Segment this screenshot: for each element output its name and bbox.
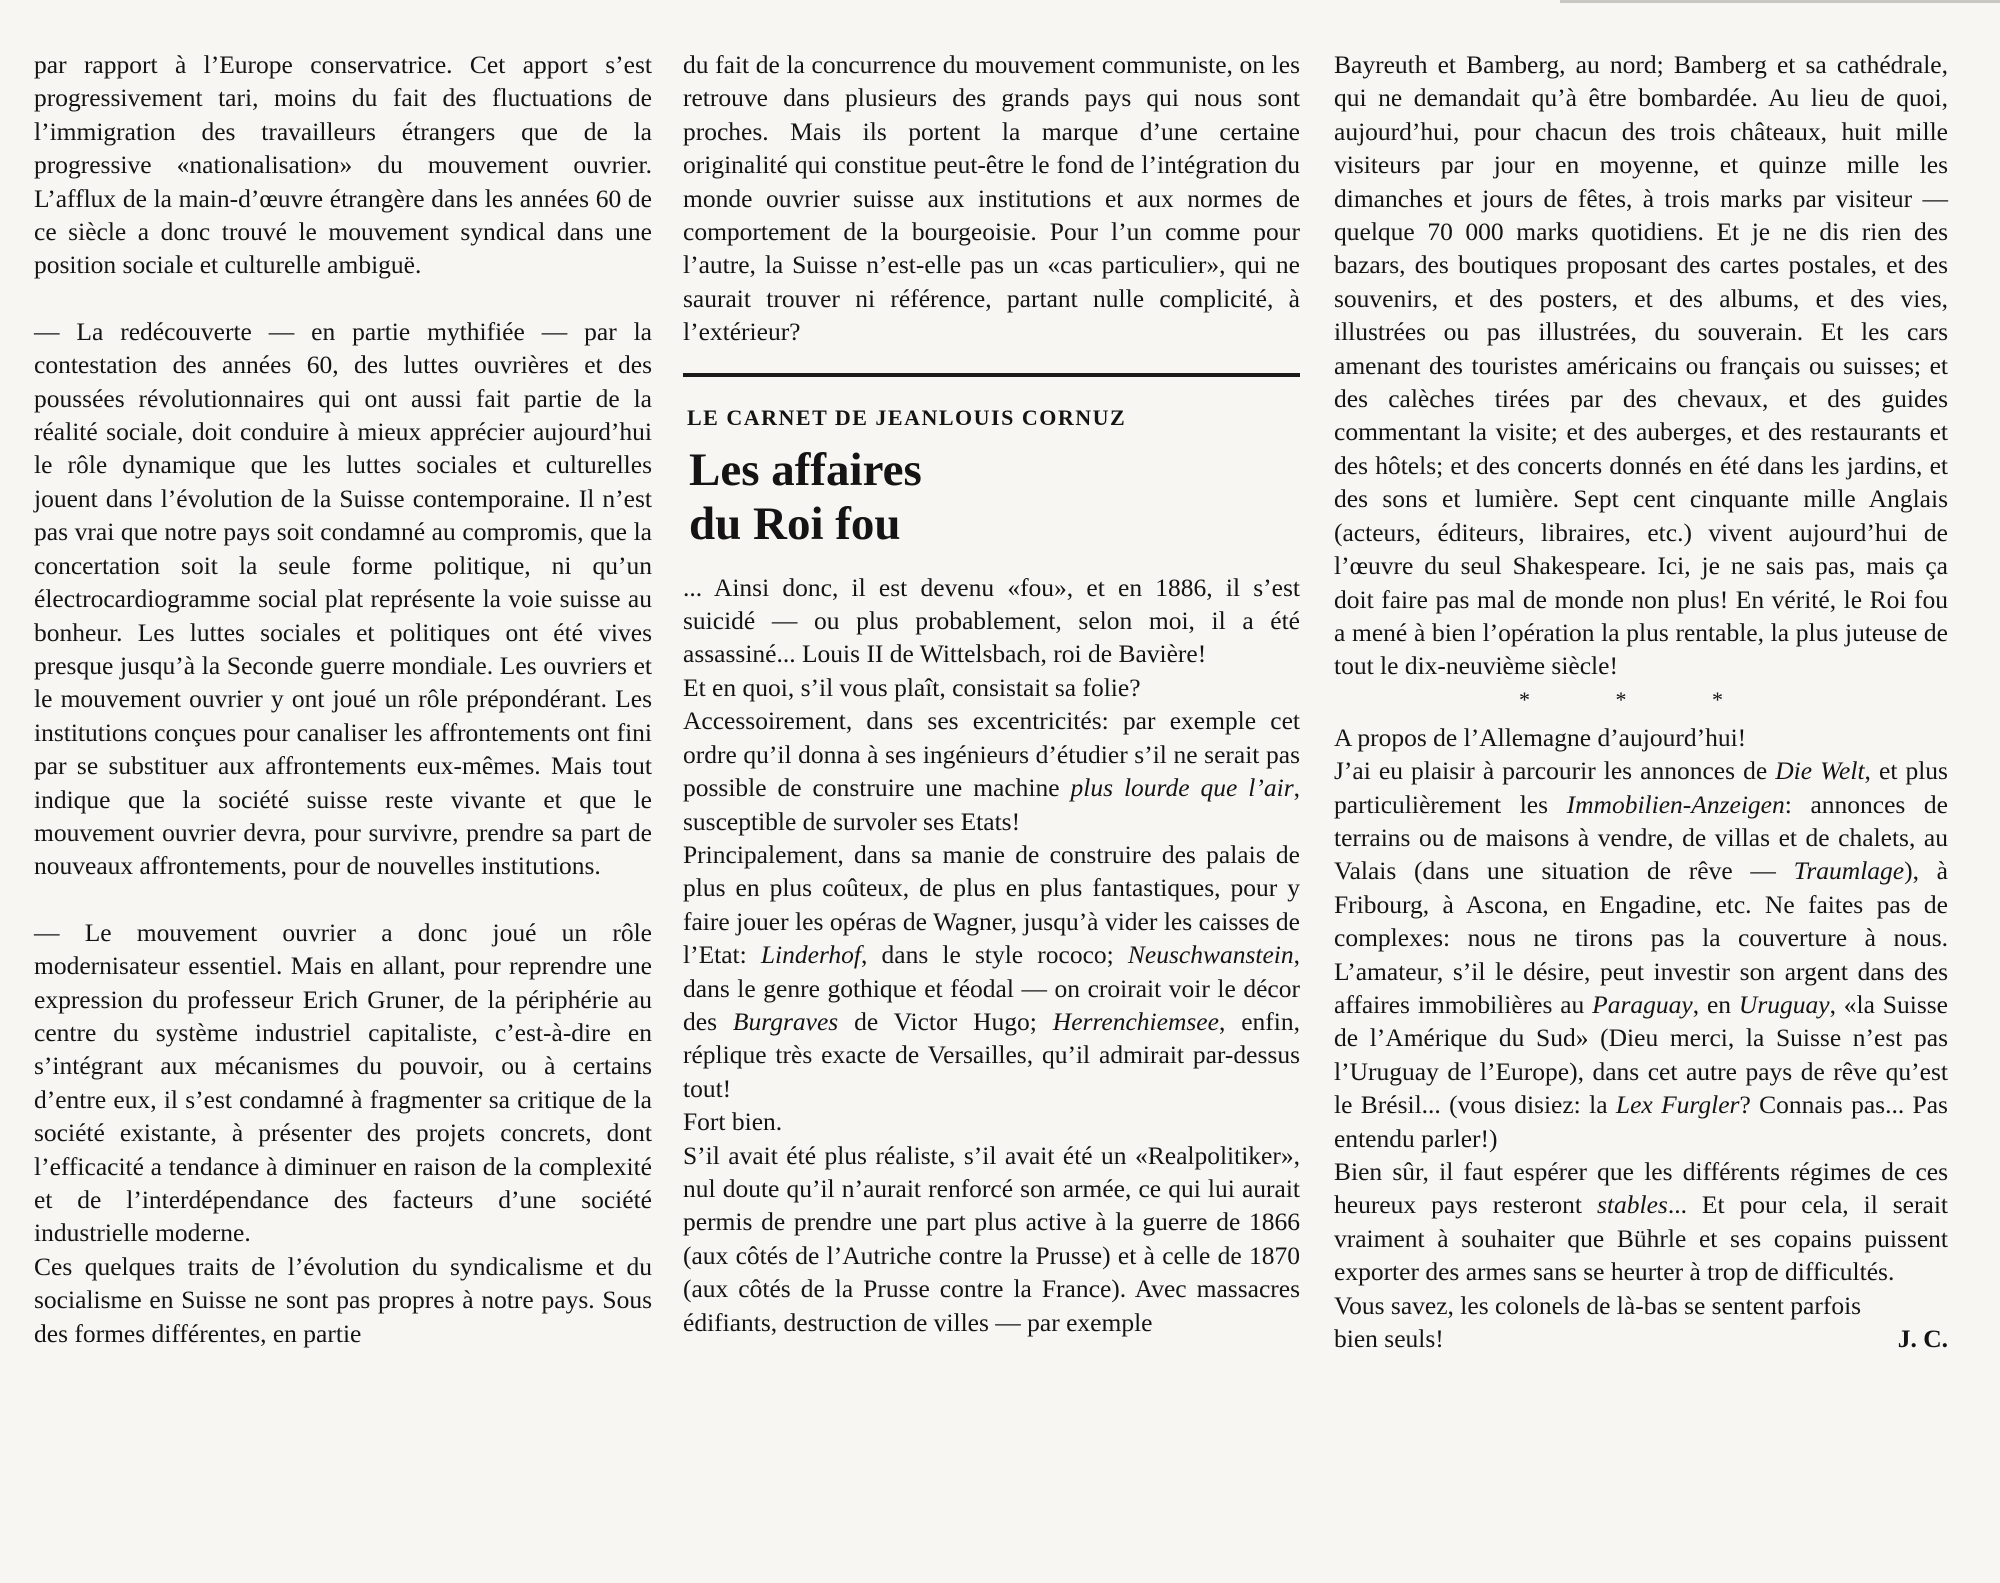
right-paragraph-6: bien seuls! — [1334, 1324, 1444, 1354]
right-paragraph-2: A propos de l’Allemagne d’aujourd’hui! — [1334, 722, 1747, 752]
text-run: Bien sûr, il faut espérer que les différents régimes de ces heureux pays resteront — [1334, 1157, 1948, 1220]
text-run: , «la Suisse de l’Amérique du Sud» (Dieu merci, la Suisse n’est pas l’Uruguay de l’Europe), dans cet autre pays de rêve qu’est le Brésil... (vous disiez: la — [1334, 989, 1948, 1120]
italic-run: Uruguay — [1738, 989, 1830, 1019]
middle-paragraph-6: Fort bien. — [683, 1107, 783, 1137]
italic-run: Paraguay — [1592, 989, 1693, 1019]
text-run: , en — [1692, 989, 1739, 1019]
italic-run: Linderhof — [760, 940, 862, 970]
text-run: , et plus particulièrement les — [1334, 756, 1948, 819]
italic-run: plus lourde que l’air — [1070, 773, 1294, 803]
text-run: , susceptible de survoler ses Etats! — [683, 773, 1301, 836]
right-paragraph-5: Vous savez, les colonels de là-bas se sentent parfois — [1334, 1290, 1862, 1320]
author-signature: J. C. — [1897, 1324, 1948, 1354]
text-run: , dans le style rococo; — [861, 940, 1128, 970]
text-run: Principalement, dans sa manie de construire des palais de plus en plus coûteux, de plus en plus fantastiques, pour y faire jouer les opéras de Wagner, jusqu’à vider les caisses de l’Etat: — [683, 839, 1300, 970]
right-paragraph-1: Bayreuth et Bamberg, au nord; Bamberg et sa cathédrale, qui ne demandait qu’à être bombardée. Au lieu de quoi, aujourd’hui, pour chacun des trois châteaux, huit mille visiteurs par jour en moyenne, et quinze mille les dimanches et jours de fêtes, à trois marks par visiteur — quelque 70 000 marks quotidiens. Et je ne dis rien des bazars, des boutiques proposant des cartes postales, et des souvenirs, et des posters, et des albums, et des vies, illustrées ou pas illustrées, du souverain. Et les cars amenant des touristes américains ou français ou suisses; et des calèches tirées par des chevaux, et des guides commentant la visite; et des auberges, et des restaurants et des hôtels; et des concerts donnés en été dans les jardins, et des sons et lumière. Sept cent cinquante mille Anglais (acteurs, éditeurs, libraires, etc.) vivent aujourd’hui de l’œuvre du seul Shakespeare. Ici, je ne sais pas, mais ça doit faire pas mal de monde non plus! En vérité, le Roi fou a mené à bien l’opération la plus rentable, la plus juteuse de tout le dix-neuvième siècle! — [1334, 50, 1948, 681]
italic-run: Traumlage — [1793, 856, 1905, 886]
left-paragraph-4: Ces quelques traits de l’évolution du syndicalisme et du socialisme en Suisse ne sont pas propres à notre pays. Sous des formes différentes, en partie — [34, 1251, 652, 1348]
italic-run: Immobilien-Anzeigen — [1566, 789, 1785, 819]
top-edge-rule — [1560, 0, 2000, 3]
text-run: : annonces de terrains ou de maisons à vendre, de villas et de chalets, au Valais (dans une situation de rêve — — [1334, 789, 1948, 886]
middle-column — [683, 48, 1300, 1339]
middle-paragraph-2: ... Ainsi donc, il est devenu «fou», et en 1886, il s’est suicidé — ou plus probablement, selon moi, il a été assassiné... Louis II de Wittelsbach, roi de Bavière! — [683, 572, 1300, 669]
text-run: , enfin, réplique très exacte de Versailles, qu’il admirait par-dessus tout! — [683, 1006, 1300, 1103]
italic-run: Burgraves — [732, 1006, 839, 1036]
text-run: ? Connais pas... Pas entendu parler!) — [1334, 1090, 1948, 1153]
middle-paragraph-4 — [683, 704, 1300, 838]
middle-paragraph-1: du fait de la concurrence du mouvement communiste, on les retrouve dans plusieurs des grands pays qui nous sont proches. Mais ils portent la marque d’une certaine originalité qui constitue peut-être le fond de l’intégration du monde ouvrier suisse aux institutions et aux normes de comportement de la bourgeoisie. Pour l’un comme pour l’autre, la Suisse n’est-elle pas un «cas particulier», qui ne saurait trouver ni référence, partant nulle complicité, à l’extérieur? — [683, 50, 1300, 347]
left-column — [34, 48, 652, 1350]
article-headline — [689, 443, 1300, 551]
left-paragraph-1: par rapport à l’Europe conservatrice. Cet apport s’est progressivement tari, moins du fait des fluctuations de l’immigration des travailleurs étrangers que de la progressive «nationalisation» du mouvement ouvrier. L’afflux de la main-d’œuvre étrangère dans les années 60 de ce siècle a donc trouvé le mouvement syndical dans une position sociale et culturelle ambiguë. — [34, 50, 652, 280]
middle-paragraph-3: Et en quoi, s’il vous plaît, consistait sa folie? — [683, 672, 1141, 702]
right-paragraph-4 — [1334, 1155, 1948, 1289]
text-run: ... Et pour cela, il serait vraiment à souhaiter que Bührle et ses copains puissent exporter des armes sans se heurter à trop de difficultés. — [1334, 1190, 1948, 1287]
right-paragraph-3 — [1334, 754, 1948, 1155]
section-stars: * * * — [1519, 686, 1763, 712]
closing-line — [1334, 1322, 1948, 1355]
text-run: Accessoirement, dans ses excentricités: par exemple cet ordre qu’il donna à ses ingénieurs d’étudier s’il ne serait pas possible de construire une machine — [683, 706, 1300, 803]
text-run: ), à Fribourg, à Ascona, en Engadine, etc. Ne faites pas de complexes: nous ne tirons pas la couverture à nous. L’amateur, s’il le désire, peut investir son argent dans des affaires immobilières au — [1334, 856, 1948, 1019]
italic-run: Die Welt — [1775, 756, 1865, 786]
middle-paragraph-5 — [683, 838, 1300, 1105]
italic-run: Neuschwanstein — [1127, 940, 1294, 970]
italic-run: stables — [1596, 1190, 1668, 1220]
text-run: J’ai eu plaisir à parcourir les annonces de — [1334, 756, 1776, 786]
headline-line-2: du Roi fou — [689, 497, 901, 550]
text-run: de Victor Hugo; — [838, 1006, 1053, 1036]
headline-line-1: Les affaires — [689, 443, 922, 496]
right-column — [1334, 48, 1948, 1355]
section-label: LE CARNET DE JEANLOUIS CORNUZ — [687, 404, 1127, 430]
middle-paragraph-7: S’il avait été plus réaliste, s’il avait été un «Realpolitiker», nul doute qu’il n’aurait renforcé son armée, ce qui lui aurait permis de prendre une part plus active à la guerre de 1866 (aux côtés de l’Autriche contre la Prusse) et à celle de 1870 (aux côtés de la Prusse contre la France). Avec massacres édifiants, destruction de villes — par exemple — [683, 1140, 1300, 1337]
italic-run: Lex Furgler — [1615, 1090, 1740, 1120]
italic-run: Herrenchiemsee — [1052, 1006, 1219, 1036]
left-paragraph-3: — Le mouvement ouvrier a donc joué un rôle modernisateur essentiel. Mais en allant, pour reprendre une expression du professeur Erich Gruner, de la périphérie au centre du système industriel capitaliste, c’est-à-dire en s’intégrant aux mécanismes du pouvoir, ou à certains d’entre eux, il s’est condamné à fragmenter sa critique de la société existante, à présenter des projets concrets, dont l’efficacité a tendance à diminuer en raison de la complexité et de l’interdépendance des facteurs d’une société industrielle moderne. — [34, 917, 652, 1248]
text-run: , dans le genre gothique et féodal — on croirait voir le décor des — [683, 940, 1300, 1036]
section-divider — [683, 373, 1300, 377]
left-paragraph-2: — La redécouverte — en partie mythifiée — par la contestation des années 60, des luttes ouvrières et des poussées révolutionnaires qui ont aussi fait partie de la réalité sociale, doit conduire à mieux apprécier aujourd’hui le rôle dynamique que les luttes sociales et culturelles jouent dans l’évolution de la Suisse contemporaine. Il n’est pas vrai que notre pays soit condamné au compromis, que la concertation soit la seule forme politique, ni qu’un électrocardiogramme social plat représente la voie suisse au bonheur. Les luttes sociales et politiques ont été vives presque jusqu’à la Seconde guerre mondiale. Les ouvriers et le mouvement ouvrier y ont joué un rôle prépondérant. Les institutions conçues pour canaliser les affrontements ont fini par se substituer aux affrontements eux-mêmes. Mais tout indique que la société suisse reste vivante et que le mouvement ouvrier devra, pour survivre, prendre sa part de nouveaux affrontements, pour de nouvelles institutions. — [34, 316, 652, 881]
